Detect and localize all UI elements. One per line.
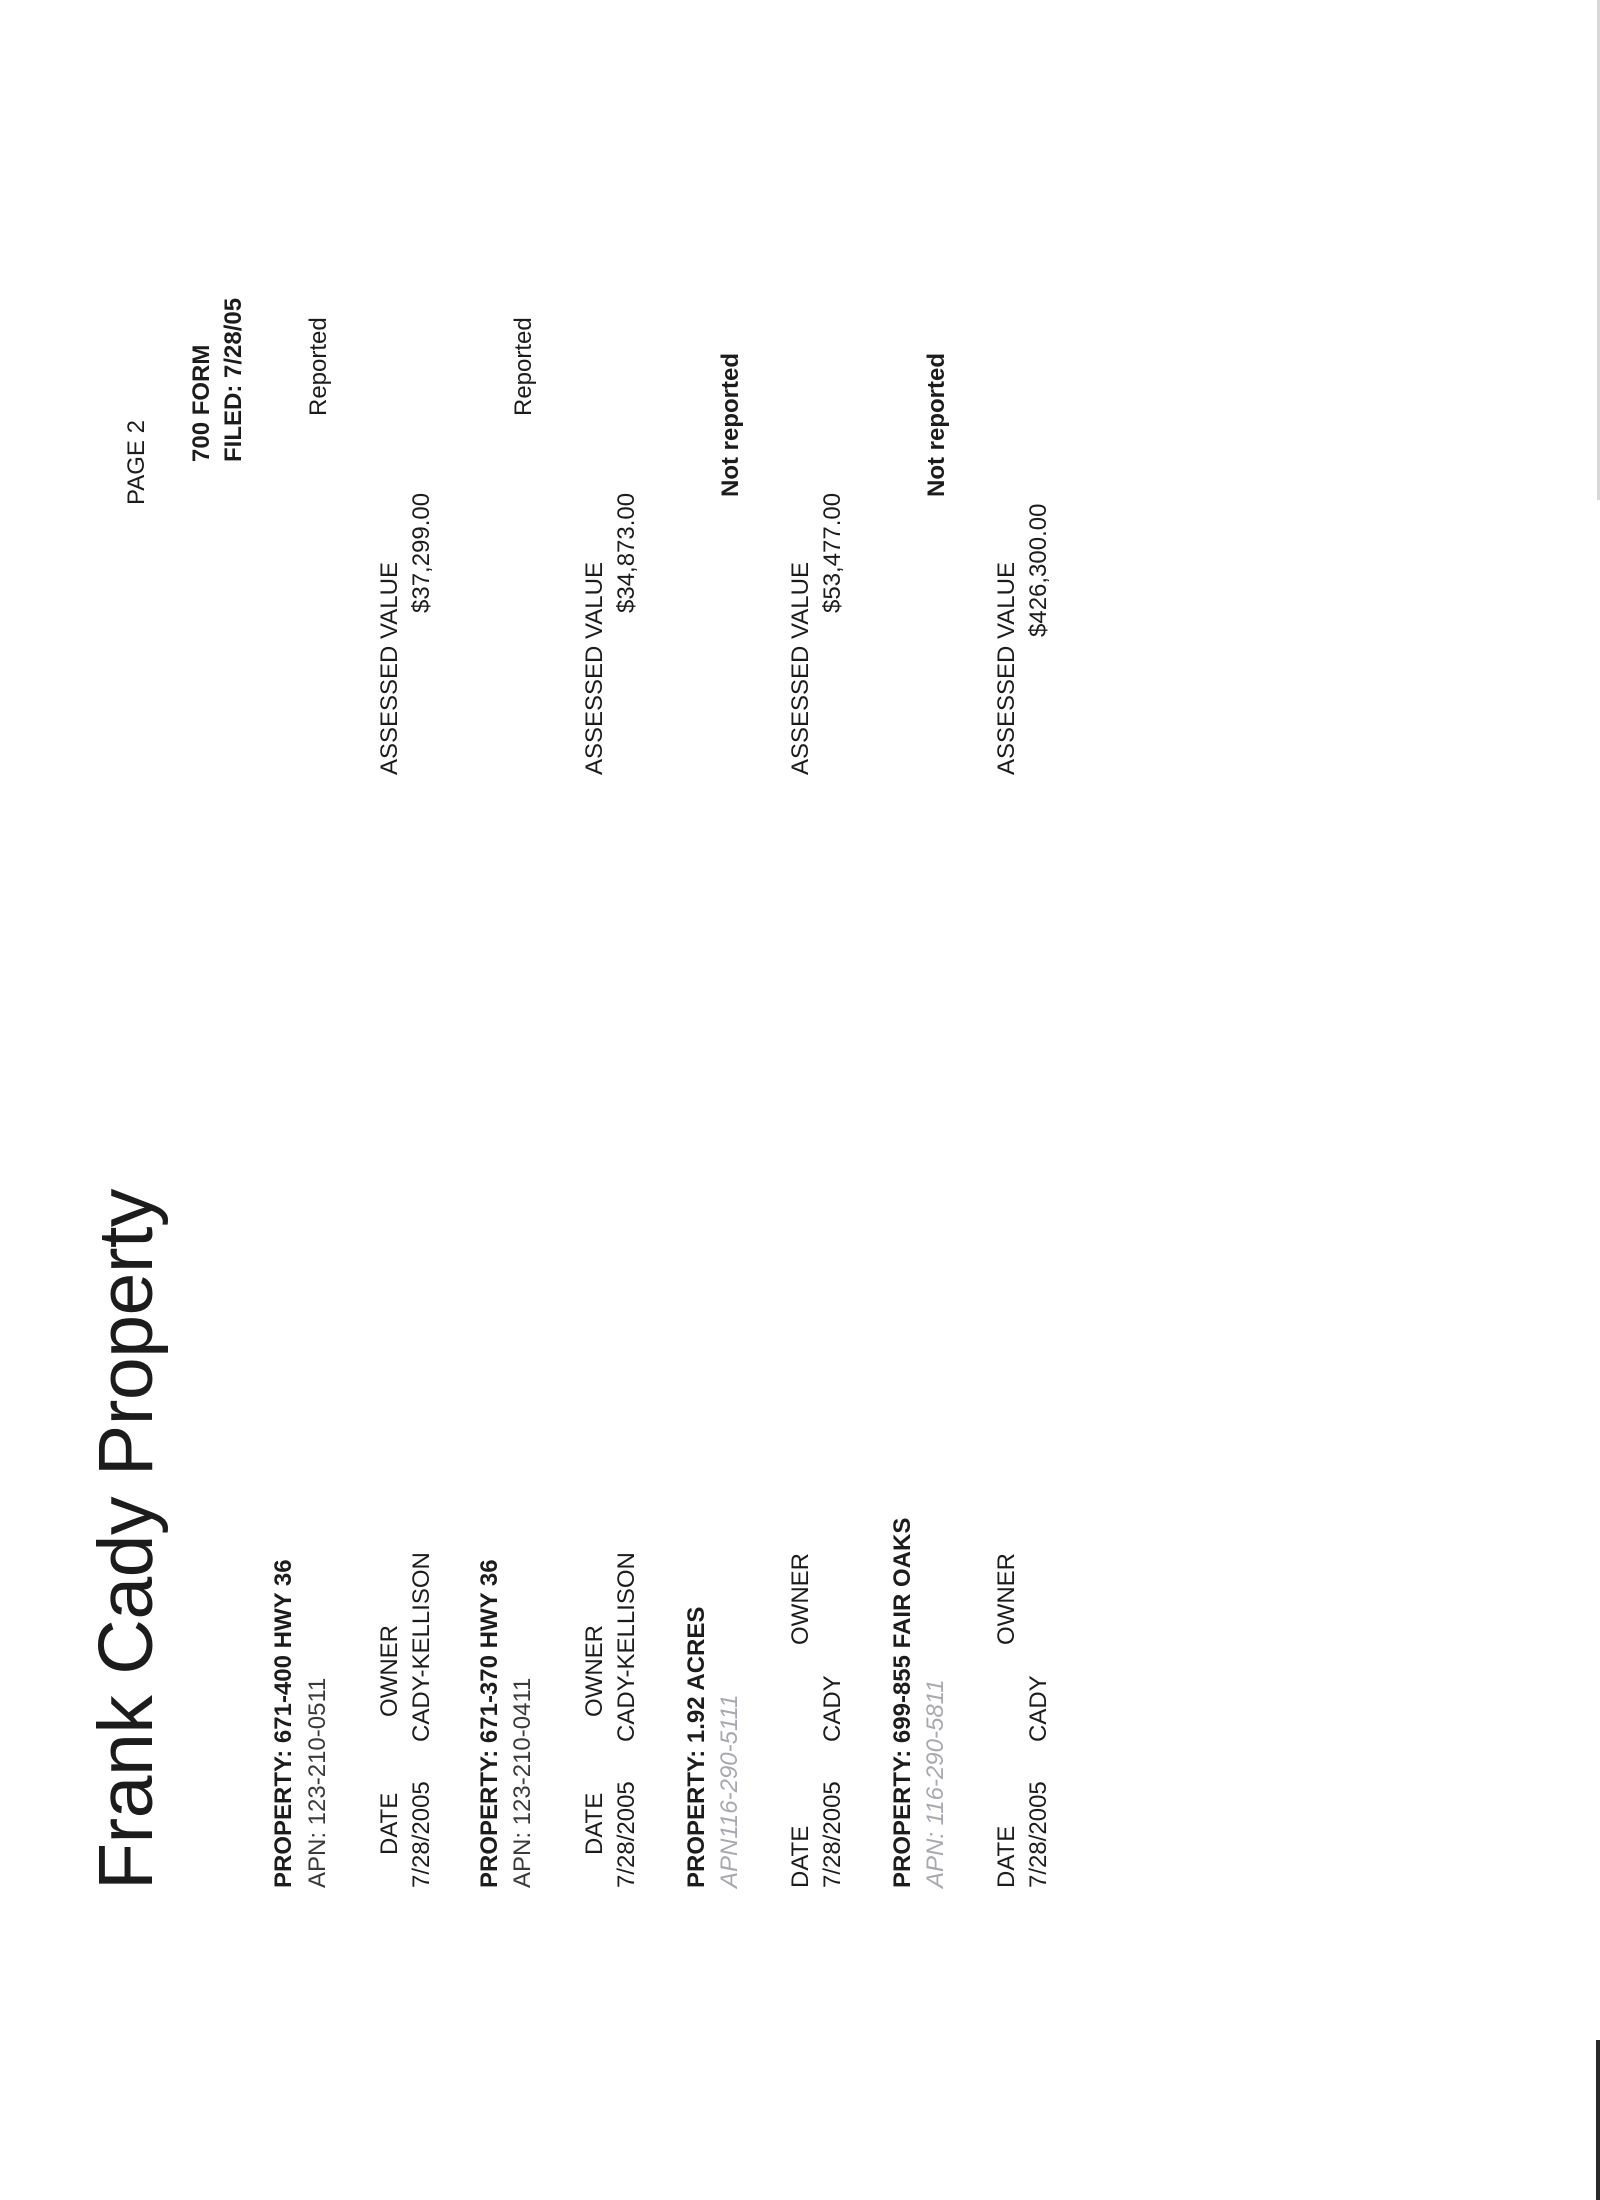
owner-header: OWNER <box>581 1625 608 1717</box>
property-line: PROPERTY: 671-370 HWY 36 <box>476 1559 503 1888</box>
apn-number: APN: 123-210-0511 <box>304 1677 331 1888</box>
document-title: Frank Cady Property <box>83 1189 169 1890</box>
report-status: Not reported <box>923 353 950 497</box>
form-filed-date: FILED: 7/28/05 <box>220 297 247 462</box>
assessed-value-label: ASSESSED VALUE <box>787 562 814 775</box>
record-owner: CADY <box>819 1675 846 1742</box>
report-status: Reported <box>305 317 332 416</box>
owner-header: OWNER <box>376 1625 403 1717</box>
report-status: Not reported <box>717 353 744 497</box>
assessed-value-label: ASSESSED VALUE <box>993 562 1020 775</box>
date-header: DATE <box>787 1825 814 1888</box>
record-owner: CADY-KELLISON <box>613 1552 640 1742</box>
record-owner: CADY-KELLISON <box>408 1552 435 1742</box>
assessed-value-label: ASSESSED VALUE <box>376 562 403 775</box>
assessed-value: $53,477.00 <box>819 492 846 613</box>
date-header: DATE <box>581 1792 608 1855</box>
date-header: DATE <box>376 1792 403 1855</box>
assessed-value: $426,300.00 <box>1025 503 1052 637</box>
owner-header: OWNER <box>993 1553 1020 1645</box>
property-line: PROPERTY: 699-855 FAIR OAKS <box>889 1517 916 1888</box>
apn-number: APN: 116-290-5811 <box>922 1679 949 1888</box>
property-line: PROPERTY: 671-400 HWY 36 <box>270 1559 297 1888</box>
record-date: 7/28/2005 <box>613 1781 640 1888</box>
owner-header: OWNER <box>787 1553 814 1645</box>
assessed-value: $34,873.00 <box>613 492 640 613</box>
record-owner: CADY <box>1025 1675 1052 1742</box>
assessed-value-label: ASSESSED VALUE <box>581 562 608 775</box>
apn-number: APN: 123-210-0411 <box>509 1677 536 1888</box>
record-date: 7/28/2005 <box>408 1781 435 1888</box>
apn-number: APN116-290-5111 <box>716 1694 743 1888</box>
property-line: PROPERTY: 1.92 ACRES <box>683 1606 710 1888</box>
form-title: 700 FORM <box>188 344 215 462</box>
record-date: 7/28/2005 <box>1025 1781 1052 1888</box>
date-header: DATE <box>993 1825 1020 1888</box>
scan-edge-mark <box>1596 2040 1600 2200</box>
assessed-value: $37,299.00 <box>408 492 435 613</box>
page-number: PAGE 2 <box>123 420 150 505</box>
report-status: Reported <box>510 317 537 416</box>
record-date: 7/28/2005 <box>819 1781 846 1888</box>
